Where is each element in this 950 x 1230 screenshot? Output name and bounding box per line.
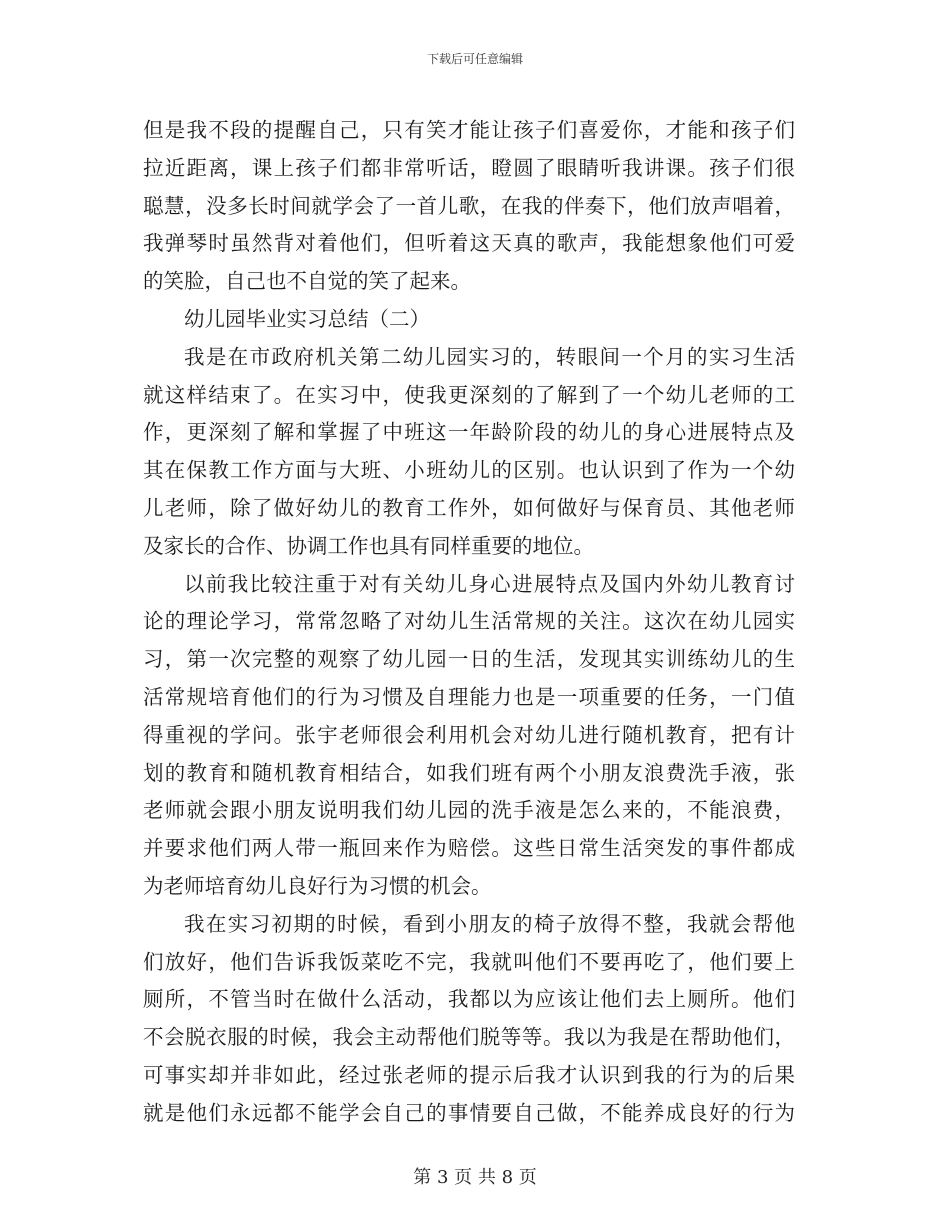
text-line: 我在实习初期的时候，看到小朋友的椅子放得不整，我就会帮他	[184, 911, 795, 936]
text-line: 但是我不段的提醒自己，只有笑才能让孩子们喜爱你，才能和孩子们	[143, 118, 795, 142]
text-line: 可事实却并非如此，经过张老师的提示后我才认识到我的行为的后果	[143, 1062, 795, 1087]
text-line: 论的理论学习，常常忽略了对幼儿生活常规的关注。这次在幼儿园实	[143, 609, 795, 634]
text-line: 为老师培育幼儿良好行为习惯的机会。	[143, 873, 492, 898]
text-line: 老师就会跟小朋友说明我们幼儿园的洗手液是怎么来的，不能浪费，	[143, 798, 795, 823]
text-line: 作，更深刻了解和掌握了中班这一年龄阶段的幼儿的身心进展特点及	[143, 420, 795, 445]
text-line: 活常规培育他们的行为习惯及自理能力也是一项重要的任务，一门值	[143, 684, 795, 709]
text-line: 划的教育和随机教育相结合，如我们班有两个小朋友浪费洗手液，张	[143, 760, 795, 785]
text-line: 就这样结束了。在实习中，使我更深刻的了解到了一个幼儿老师的工	[143, 382, 795, 407]
text-line: 聪慧，没多长时间就学会了一首儿歌，在我的伴奏下，他们放声唱着，	[143, 193, 795, 218]
text-line: 儿老师，除了做好幼儿的教育工作外，如何做好与保育员、其他老师	[143, 495, 795, 520]
text-line: 并要求他们两人带一瓶回来作为赔偿。这些日常生活突发的事件都成	[143, 836, 795, 861]
text-line: 的笑脸，自己也不自觉的笑了起来。	[143, 269, 471, 294]
text-line: 就是他们永远都不能学会自己的事情要自己做，不能养成良好的行为	[143, 1100, 795, 1125]
text-line: 及家长的合作、协调工作也具有同样重要的地位。	[143, 533, 594, 558]
page-footer: 第 3 页 共 8 页	[413, 1167, 537, 1188]
document-body	[143, 112, 795, 1133]
text-line: 以前我比较注重于对有关幼儿身心进展特点及国内外幼儿教育讨	[184, 571, 795, 596]
text-line: 幼儿园毕业实习总结（二）	[184, 306, 430, 331]
text-line: 习，第一次完整的观察了幼儿园一日的生活，发现其实训练幼儿的生	[143, 647, 795, 672]
text-line: 厕所，不管当时在做什么活动，我都以为应该让他们去上厕所。他们	[143, 987, 795, 1012]
text-line: 我弹琴时虽然背对着他们，但听着这天真的歌声，我能想象他们可爱	[143, 231, 795, 256]
text-line: 不会脱衣服的时候，我会主动帮他们脱等等。我以为我是在帮助他们，	[143, 1025, 795, 1050]
text-line: 我是在市政府机关第二幼儿园实习的，转眼间一个月的实习生活	[184, 344, 795, 369]
page-header: 下载后可任意编辑	[426, 52, 523, 66]
text-line: 得重视的学问。张宇老师很会利用机会对幼儿进行随机教育，把有计	[143, 722, 795, 747]
text-line: 其在保教工作方面与大班、小班幼儿的区别。也认识到了作为一个幼	[143, 458, 795, 483]
text-line: 们放好，他们告诉我饭菜吃不完，我就叫他们不要再吃了，他们要上	[143, 949, 795, 974]
text-line: 拉近距离，课上孩子们都非常听话，瞪圆了眼睛听我讲课。孩子们很	[143, 155, 795, 180]
